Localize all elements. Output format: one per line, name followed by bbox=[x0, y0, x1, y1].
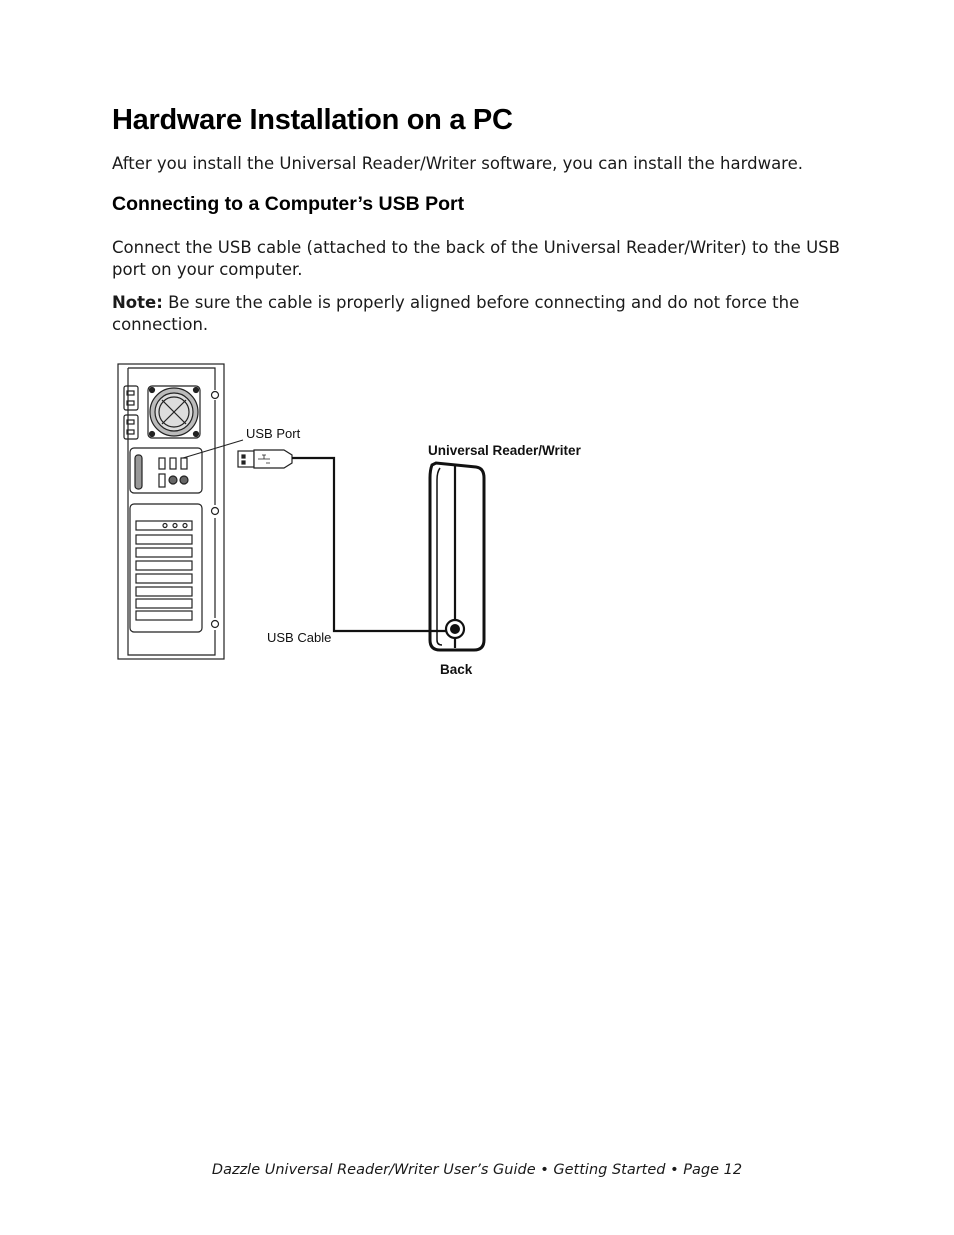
note-label: Note: bbox=[112, 293, 163, 312]
pc-tower-illustration bbox=[118, 364, 224, 659]
reader-writer-device-illustration bbox=[430, 463, 484, 650]
intro-paragraph: After you install the Universal Reader/Writer software, you can install the hardware. bbox=[112, 154, 803, 173]
usb-plug-icon bbox=[238, 450, 292, 468]
footer-text: Dazzle Universal Reader/Writer User’s Guide • Getting Started • Page 12 bbox=[211, 1162, 743, 1178]
note-text: Be sure the cable is properly aligned before connecting and do not force the connection. bbox=[112, 293, 800, 334]
usb-cable-label: USB Cable bbox=[267, 630, 332, 645]
page-footer bbox=[0, 1162, 954, 1178]
usb-port-label: USB Port bbox=[246, 426, 301, 441]
page-title: Hardware Installation on a PC bbox=[112, 104, 513, 136]
usb-cable bbox=[292, 458, 446, 631]
section-heading: Connecting to a Computer’s USB Port bbox=[112, 193, 465, 215]
usb-port-leader bbox=[183, 440, 243, 458]
back-label: Back bbox=[440, 662, 473, 677]
section-body: Connect the USB cable (attached to the back of the Universal Reader/Writer) to the USB port on your computer. bbox=[112, 238, 840, 279]
fan-icon bbox=[148, 386, 200, 438]
device-label: Universal Reader/Writer bbox=[428, 443, 581, 458]
